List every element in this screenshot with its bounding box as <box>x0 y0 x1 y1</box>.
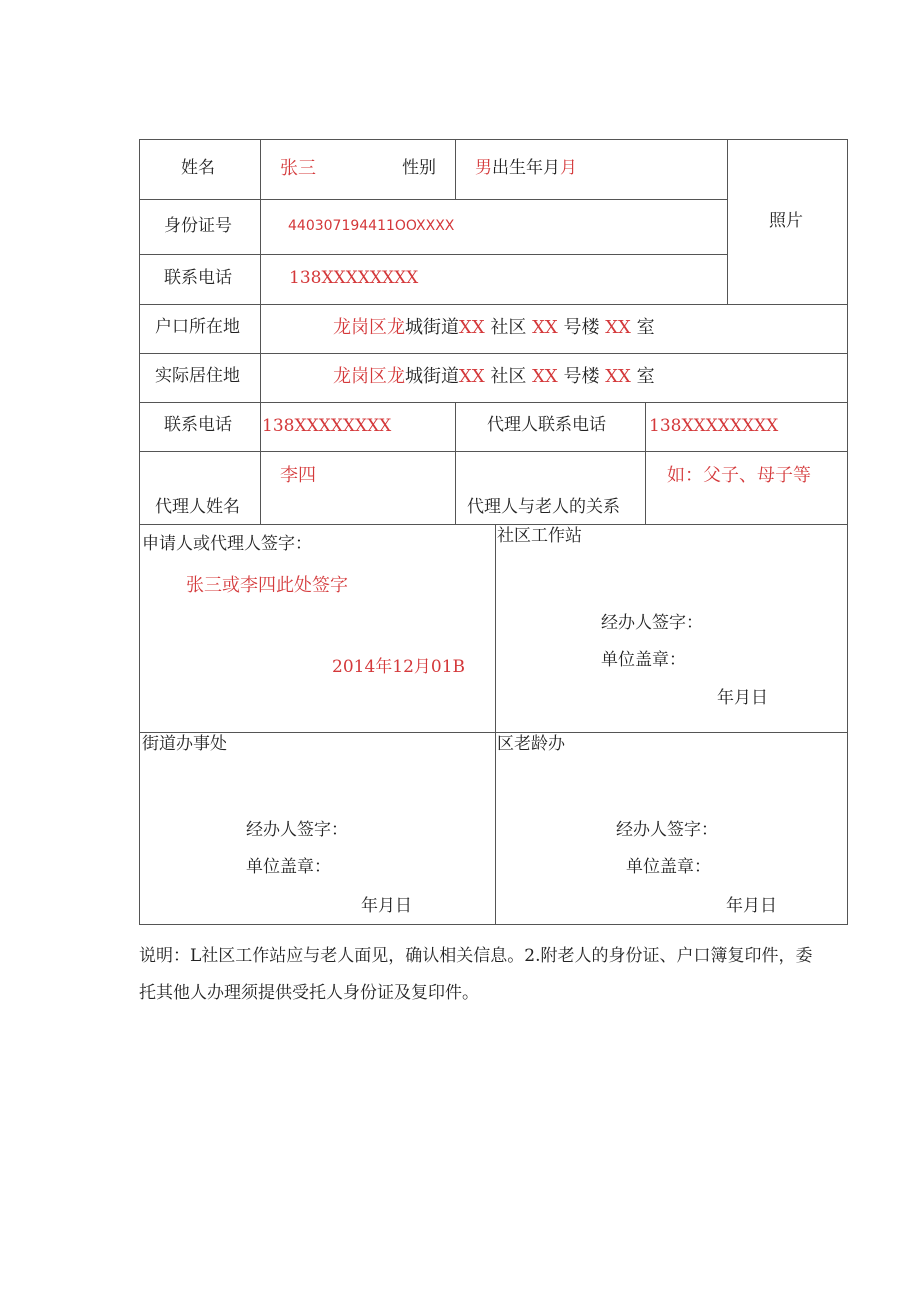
col-divider <box>260 140 261 524</box>
household-value: 龙岗区龙城街道XX 社区 XX 号楼 XX 室 <box>333 317 655 338</box>
row-divider <box>140 304 847 305</box>
district-title: 区老龄办 <box>497 734 565 754</box>
residence-value: 龙岗区龙城街道XX 社区 XX 号楼 XX 室 <box>333 366 655 387</box>
street-handler-label: 经办人签字： <box>246 820 348 840</box>
row-divider <box>140 402 847 403</box>
community-date-label: 年月日 <box>717 688 768 708</box>
name-value: 张三 <box>280 158 316 179</box>
district-date-label: 年月日 <box>726 896 777 916</box>
residence-label: 实际居住地 <box>155 366 240 386</box>
gender-birth-cell <box>475 160 577 177</box>
community-handler-label: 经办人签字： <box>601 613 703 633</box>
district-handler-label: 经办人签字： <box>616 820 718 840</box>
community-seal-label: 单位盖章： <box>601 650 686 670</box>
district-seal-label: 单位盖章： <box>626 857 711 877</box>
id-value: 440307194411OOXXXX <box>288 218 455 234</box>
row-divider <box>140 524 847 525</box>
street-title: 街道办事处 <box>142 734 227 754</box>
col-divider <box>455 402 456 524</box>
row-divider <box>140 732 847 733</box>
form-note: 说明：L社区工作站应与老人面见，确认相关信息。2.附老人的身份证、户口簿复印件，委托其他人办理须提供受托人身份证及复印件。 <box>139 946 813 1003</box>
row-divider <box>140 451 847 452</box>
agent-phone-value: 138XXXXXXXX <box>649 416 779 436</box>
phone2-value: 138XXXXXXXX <box>262 416 392 436</box>
household-label: 户口所在地 <box>155 317 240 337</box>
agent-name-label: 代理人姓名 <box>155 497 240 517</box>
gender-label: 性别 <box>402 158 436 178</box>
agent-name-value: 李四 <box>280 465 316 486</box>
phone-label: 联系电话 <box>164 268 232 288</box>
street-date-label: 年月日 <box>361 896 412 916</box>
row-divider <box>140 353 847 354</box>
col-divider <box>495 524 496 924</box>
col-divider <box>645 402 646 524</box>
photo-label: 照片 <box>769 211 803 231</box>
col-divider <box>455 140 456 199</box>
row-divider <box>140 199 727 200</box>
agent-relation-label: 代理人与老人的关系 <box>467 497 620 517</box>
applicant-sign-value: 张三或李四此处签字 <box>186 575 348 596</box>
id-label: 身份证号 <box>164 216 232 236</box>
name-label: 姓名 <box>181 158 215 178</box>
birth-value: 月 <box>560 158 577 178</box>
street-seal-label: 单位盖章： <box>246 857 331 877</box>
phone-value: 138XXXXXXXX <box>289 268 419 288</box>
community-title: 社区工作站 <box>497 526 582 546</box>
agent-relation-value: 如：父子、母子等 <box>667 465 811 486</box>
row-divider <box>140 254 727 255</box>
application-form-table <box>139 139 848 925</box>
birth-label: 出生年月 <box>492 158 560 178</box>
phone2-label: 联系电话 <box>164 415 232 435</box>
agent-phone-label: 代理人联系电话 <box>487 415 606 435</box>
gender-value: 男 <box>475 158 492 178</box>
col-divider <box>727 140 728 304</box>
applicant-sign-label: 申请人或代理人签字： <box>142 534 312 554</box>
applicant-date: 2014年12月01B <box>332 657 466 677</box>
